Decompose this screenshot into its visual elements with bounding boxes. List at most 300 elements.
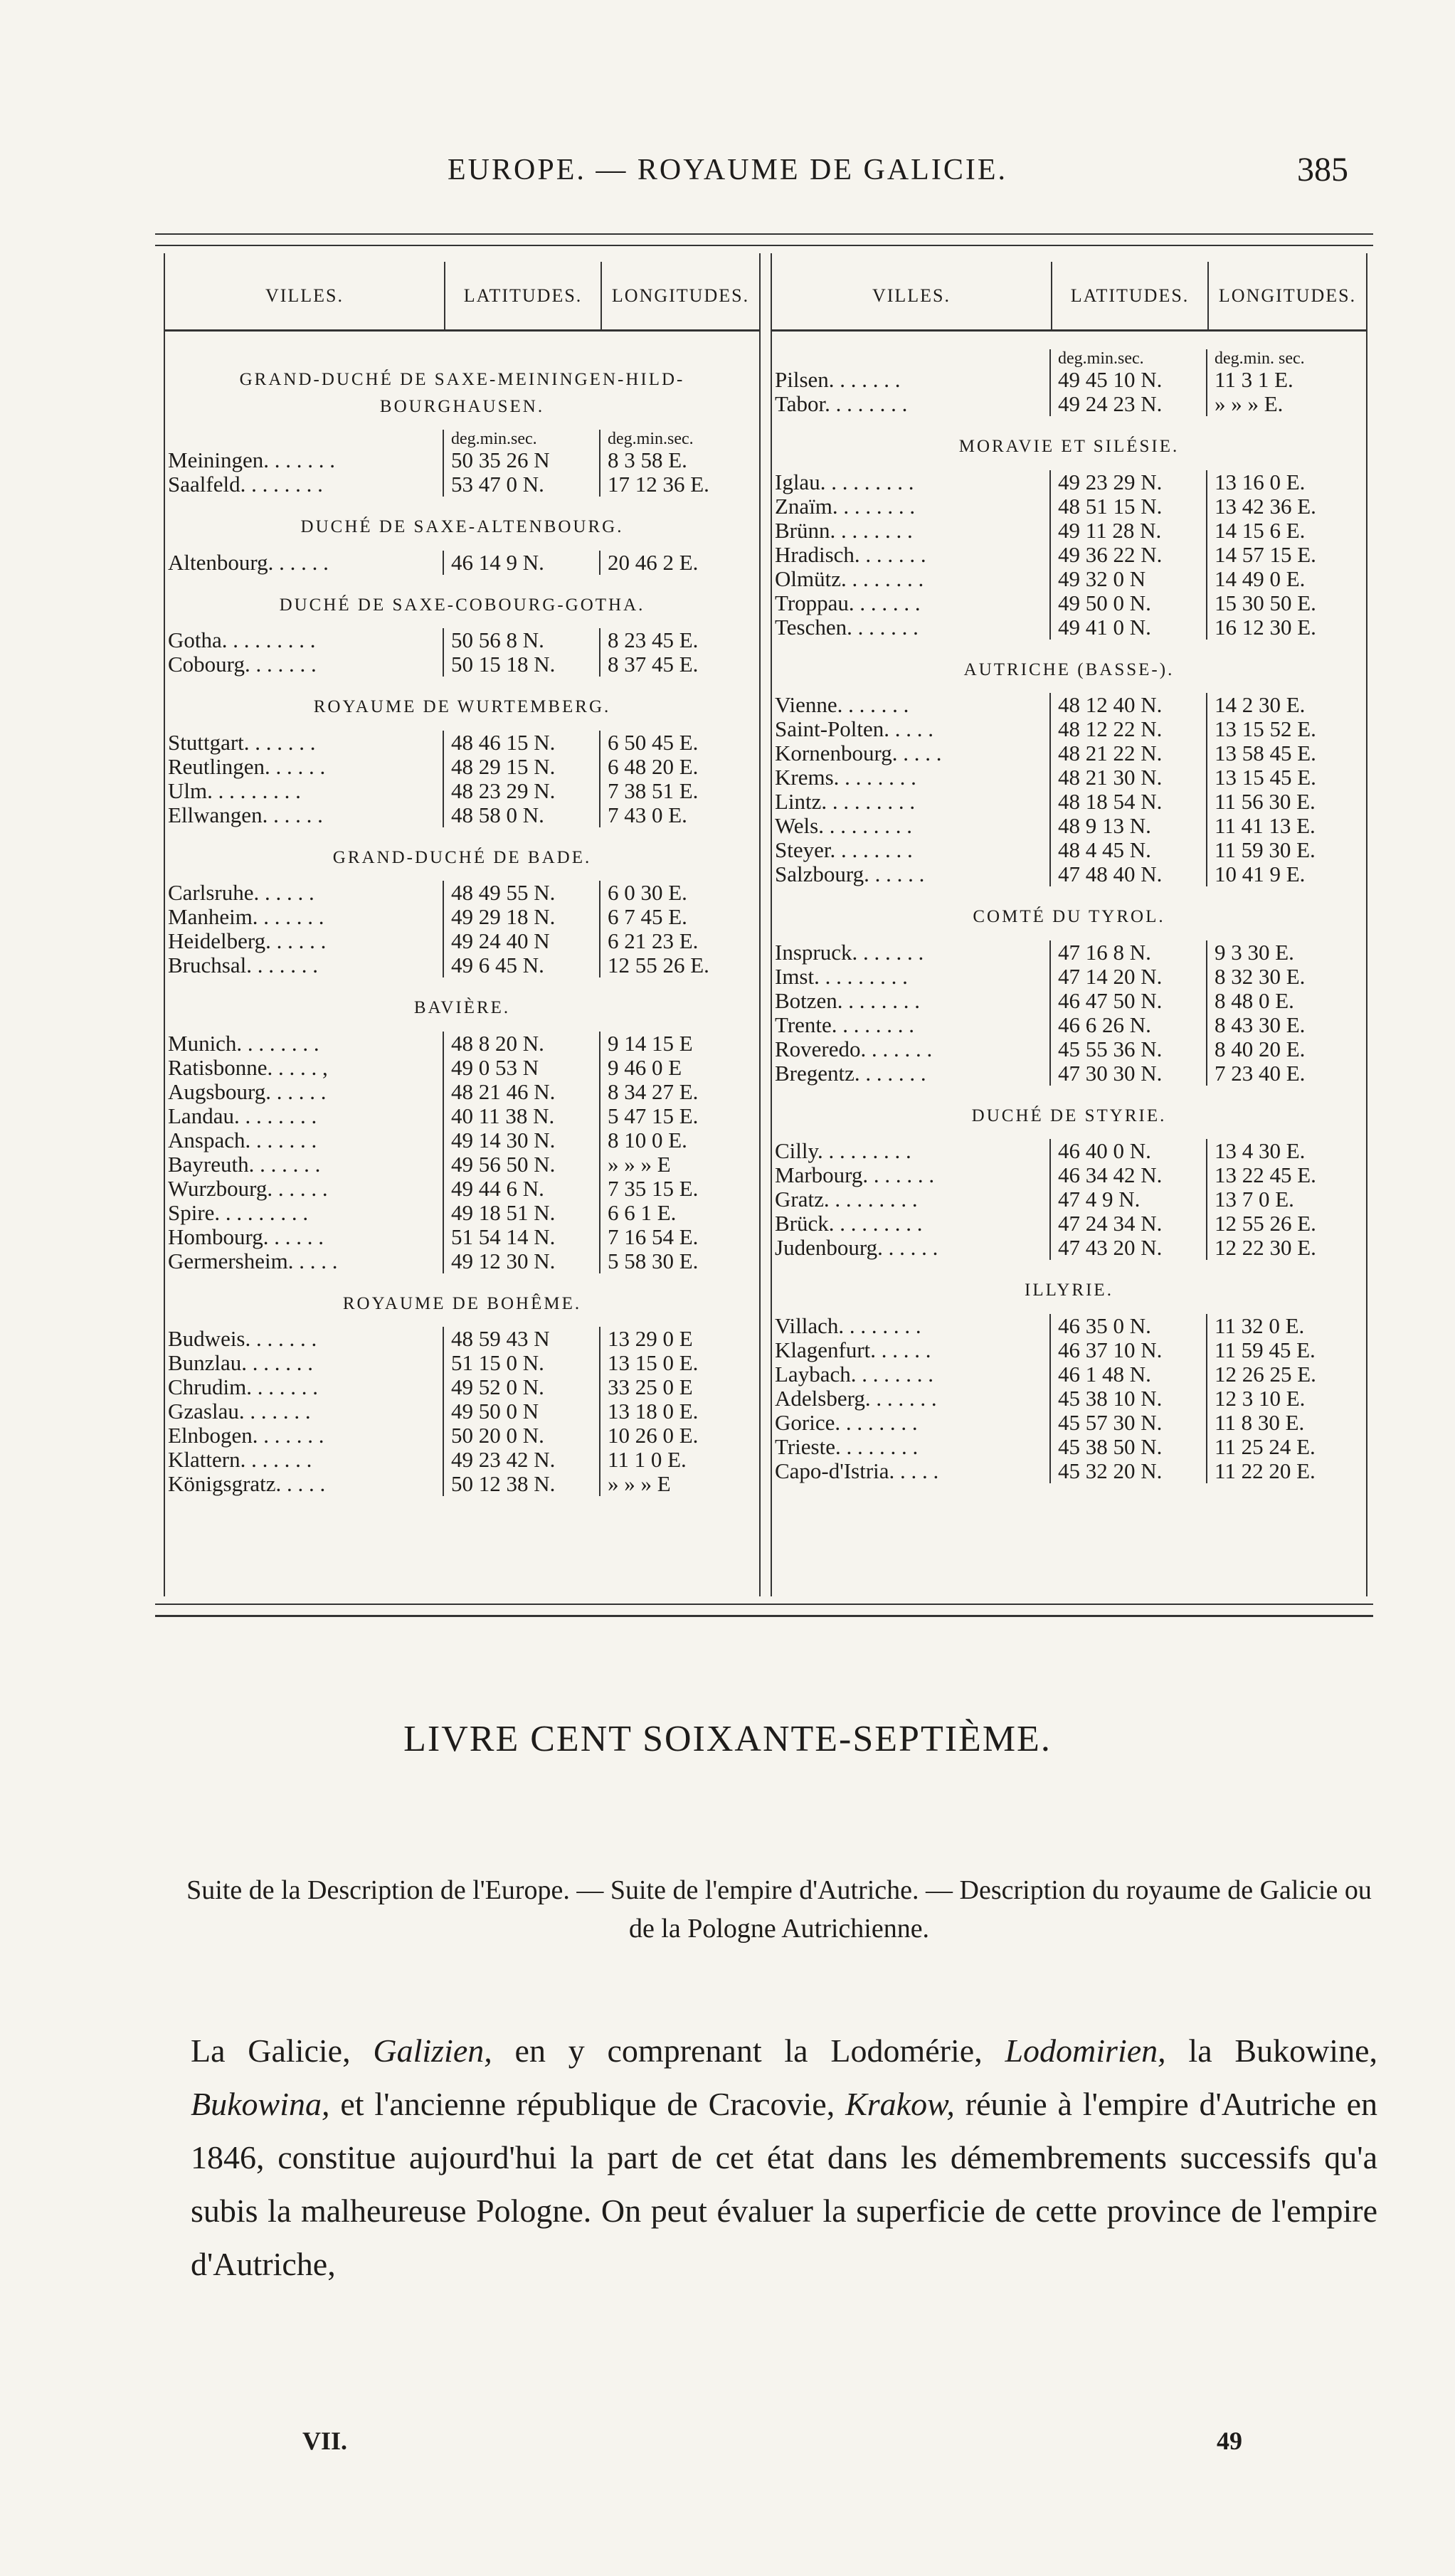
longitude-value: 6 21 23 E. xyxy=(599,929,759,953)
table-section xyxy=(772,1103,1366,1261)
longitude-value: 9 46 0 E xyxy=(599,1056,759,1080)
table-row xyxy=(165,1448,759,1472)
longitude-value: 8 34 27 E. xyxy=(599,1080,759,1104)
latitude-value: 53 47 0 N. xyxy=(443,472,599,497)
longitude-value: 5 58 30 E. xyxy=(599,1249,759,1273)
longitude-value: 12 3 10 E. xyxy=(1206,1387,1366,1411)
latitude-value: 46 34 42 N. xyxy=(1049,1163,1206,1187)
longitude-value: » » » E xyxy=(599,1152,759,1177)
city-name: Saint-Polten. . . . . xyxy=(775,717,934,741)
latitude-value: 49 23 29 N. xyxy=(1049,470,1206,494)
longitude-value: 7 38 51 E. xyxy=(599,779,759,803)
table-row xyxy=(772,519,1366,543)
city-name: Adelsberg. . . . . . . xyxy=(775,1386,937,1411)
longitude-value: 15 30 50 E. xyxy=(1206,591,1366,615)
table-row xyxy=(772,567,1366,591)
longitude-value: 11 25 24 E. xyxy=(1206,1435,1366,1459)
latitude-value: 48 46 15 N. xyxy=(443,731,599,755)
latitude-value: 47 43 20 N. xyxy=(1049,1236,1206,1260)
latitude-value: 48 8 20 N. xyxy=(443,1032,599,1056)
units-row xyxy=(772,349,1366,368)
city-name: Cilly. . . . . . . . . xyxy=(775,1139,911,1163)
city-name: Steyer. . . . . . . . xyxy=(775,838,913,862)
table-section xyxy=(772,903,1366,1086)
latitude-value: 46 40 0 N. xyxy=(1049,1139,1206,1163)
table-row xyxy=(165,1080,759,1104)
city-name: Krems. . . . . . . . xyxy=(775,765,916,790)
units-spacer xyxy=(772,349,1049,368)
city-name: Znaïm. . . . . . . . xyxy=(775,494,916,519)
latitude-value: 48 29 15 N. xyxy=(443,755,599,779)
city-name: Olmütz. . . . . . . . xyxy=(775,566,924,591)
city-name: Wels. . . . . . . . . xyxy=(775,814,912,838)
header-longitudes: LONGITUDES. xyxy=(1218,285,1357,306)
longitude-value: 12 55 26 E. xyxy=(599,953,759,977)
header-villes: VILLES. xyxy=(772,262,1052,329)
table-row xyxy=(772,965,1366,989)
table-row xyxy=(772,591,1366,615)
table-row xyxy=(772,1314,1366,1338)
latitude-value: 45 32 20 N. xyxy=(1049,1459,1206,1483)
latitude-value: 47 24 34 N. xyxy=(1049,1212,1206,1236)
longitude-value: 11 22 20 E. xyxy=(1206,1459,1366,1483)
latitude-value: 45 38 50 N. xyxy=(1049,1435,1206,1459)
column-headers-right xyxy=(772,262,1366,332)
latitude-value: 49 50 0 N. xyxy=(1049,591,1206,615)
latitude-value: 49 14 30 N. xyxy=(443,1128,599,1152)
latitude-value: 48 58 0 N. xyxy=(443,803,599,827)
latitude-value: 45 38 10 N. xyxy=(1049,1387,1206,1411)
latitude-value: 50 20 0 N. xyxy=(443,1424,599,1448)
city-name: Lintz. . . . . . . . . xyxy=(775,790,916,814)
table-row xyxy=(772,368,1366,392)
longitude-value: 13 4 30 E. xyxy=(1206,1139,1366,1163)
lon-units: deg.min. sec. xyxy=(1206,349,1366,368)
city-name: Hradisch. . . . . . . xyxy=(775,542,926,567)
paragraph-text: et l'ancienne république de Cracovie, xyxy=(329,2086,846,2122)
table-row xyxy=(772,1338,1366,1362)
latitude-value: 49 50 0 N xyxy=(443,1399,599,1424)
city-name: Vienne. . . . . . . xyxy=(775,693,909,717)
table-row xyxy=(165,803,759,827)
table-section xyxy=(165,995,759,1273)
section-title: BAVIÈRE. xyxy=(413,998,511,1017)
table-row xyxy=(165,1032,759,1056)
city-name: Inspruck. . . . . . . xyxy=(775,940,924,965)
table-row xyxy=(165,953,759,977)
city-name: Imst. . . . . . . . . xyxy=(775,964,908,989)
table-row xyxy=(165,1128,759,1152)
longitude-value: » » » E. xyxy=(1206,392,1366,416)
longitude-value: 6 7 45 E. xyxy=(599,905,759,929)
table-column-left xyxy=(164,253,761,1596)
section-title: GRAND-DUCHÉ DE BADE. xyxy=(332,847,592,867)
latitude-value: 49 24 23 N. xyxy=(1049,392,1206,416)
latitude-value: 46 37 10 N. xyxy=(1049,1338,1206,1362)
longitude-value: 12 55 26 E. xyxy=(1206,1212,1366,1236)
city-name: Augsbourg. . . . . . xyxy=(168,1079,327,1104)
longitude-value: 13 16 0 E. xyxy=(1206,470,1366,494)
table-row xyxy=(165,905,759,929)
page-number: 385 xyxy=(1297,151,1348,189)
city-name: Gzaslau. . . . . . . xyxy=(168,1399,311,1424)
city-name: Hombourg. . . . . . xyxy=(168,1224,324,1249)
section-title: MORAVIE ET SILÉSIE. xyxy=(958,437,1180,456)
table-row xyxy=(165,1201,759,1225)
latitude-value: 48 21 30 N. xyxy=(1049,765,1206,790)
book-title: LIVRE CENT SOIXANTE-SEPTIÈME. xyxy=(403,1719,1052,1759)
table-row xyxy=(165,1327,759,1351)
latitude-value: 49 36 22 N. xyxy=(1049,543,1206,567)
city-name: Budweis. . . . . . . xyxy=(168,1327,317,1351)
latitude-value: 45 57 30 N. xyxy=(1049,1411,1206,1435)
latitude-value: 50 15 18 N. xyxy=(443,652,599,677)
longitude-value: » » » E xyxy=(599,1472,759,1496)
city-name: Wurzbourg. . . . . . xyxy=(168,1176,328,1201)
latitude-value: 47 16 8 N. xyxy=(1049,940,1206,965)
table-row xyxy=(165,755,759,779)
table-row xyxy=(772,940,1366,965)
table-row xyxy=(772,1163,1366,1187)
longitude-value: 7 43 0 E. xyxy=(599,803,759,827)
table-row xyxy=(165,1056,759,1080)
latitude-value: 49 41 0 N. xyxy=(1049,615,1206,640)
header-latitudes: LATITUDES. xyxy=(1052,262,1209,329)
table-row xyxy=(165,472,759,497)
table-row xyxy=(772,1459,1366,1483)
latitude-value: 45 55 36 N. xyxy=(1049,1037,1206,1061)
latitude-value: 48 23 29 N. xyxy=(443,779,599,803)
longitude-value: 17 12 36 E. xyxy=(599,472,759,497)
column-headers-left xyxy=(165,262,759,332)
table-row xyxy=(772,615,1366,640)
latitude-value: 49 44 6 N. xyxy=(443,1177,599,1201)
latitude-value: 48 21 22 N. xyxy=(1049,741,1206,765)
latitude-value: 49 52 0 N. xyxy=(443,1375,599,1399)
longitude-value: 12 22 30 E. xyxy=(1206,1236,1366,1260)
longitude-value: 11 59 30 E. xyxy=(1206,838,1366,862)
table-section xyxy=(772,349,1366,416)
table-row xyxy=(772,1061,1366,1086)
latitude-value: 49 29 18 N. xyxy=(443,905,599,929)
latitude-value: 48 12 40 N. xyxy=(1049,693,1206,717)
city-name: Troppau. . . . . . . xyxy=(775,590,921,615)
latitude-value: 49 56 50 N. xyxy=(443,1152,599,1177)
city-name: Pilsen. . . . . . . xyxy=(775,368,901,392)
latitude-value: 48 51 15 N. xyxy=(1049,494,1206,519)
city-name: Heidelberg. . . . . . xyxy=(168,929,327,953)
longitude-value: 11 56 30 E. xyxy=(1206,790,1366,814)
table-row xyxy=(772,1411,1366,1435)
section-title: DUCHÉ DE SAXE-COBOURG-GOTHA. xyxy=(279,595,645,615)
city-name: Cobourg. . . . . . . xyxy=(168,652,317,677)
longitude-value: 11 1 0 E. xyxy=(599,1448,759,1472)
city-name: Bayreuth. . . . . . . xyxy=(168,1152,321,1177)
longitude-value: 11 8 30 E. xyxy=(1206,1411,1366,1435)
table-row xyxy=(165,1399,759,1424)
city-name: Gorice. . . . . . . . xyxy=(775,1410,918,1435)
table-section xyxy=(165,694,759,827)
city-name: Chrudim. . . . . . . xyxy=(168,1375,318,1399)
city-name: Roveredo. . . . . . . xyxy=(775,1037,933,1061)
longitude-value: 6 48 20 E. xyxy=(599,755,759,779)
paragraph-italic: Bukowina, xyxy=(191,2086,330,2122)
table-row xyxy=(772,693,1366,717)
longitude-value: 14 57 15 E. xyxy=(1206,543,1366,567)
city-name: Botzen. . . . . . . . xyxy=(775,988,921,1013)
longitude-value: 8 23 45 E. xyxy=(599,628,759,652)
latitude-value: 47 14 20 N. xyxy=(1049,965,1206,989)
city-name: Gotha. . . . . . . . . xyxy=(168,628,316,652)
latitude-value: 47 4 9 N. xyxy=(1049,1187,1206,1212)
header-latitudes: LATITUDES. xyxy=(445,262,602,329)
city-name: Bregentz. . . . . . . xyxy=(775,1061,926,1086)
table-row xyxy=(165,1375,759,1399)
section-title: ROYAUME DE WURTEMBERG. xyxy=(313,697,611,716)
longitude-value: 11 59 45 E. xyxy=(1206,1338,1366,1362)
city-name: Trieste. . . . . . . . xyxy=(775,1434,919,1459)
table-row xyxy=(165,1472,759,1496)
latitude-value: 49 18 51 N. xyxy=(443,1201,599,1225)
city-name: Manheim. . . . . . . xyxy=(168,905,324,929)
table-row xyxy=(165,448,759,472)
longitude-value: 8 3 58 E. xyxy=(599,448,759,472)
city-name: Reutlingen. . . . . . xyxy=(168,754,326,779)
coordinates-table xyxy=(155,233,1373,1617)
header-longitudes: LONGITUDES. xyxy=(611,285,750,306)
section-title: GRAND-DUCHÉ DE SAXE-MEININGEN-HILD-BOURGHAUSEN. xyxy=(239,370,685,416)
table-row xyxy=(772,1362,1366,1387)
city-name: Munich. . . . . . . . xyxy=(168,1031,319,1056)
sheet-number: 49 xyxy=(1217,2427,1242,2455)
latitude-value: 49 45 10 N. xyxy=(1049,368,1206,392)
city-name: Carlsruhe. . . . . . xyxy=(168,881,314,905)
city-name: Brünn. . . . . . . . xyxy=(775,518,913,543)
latitude-value: 48 9 13 N. xyxy=(1049,814,1206,838)
latitude-value: 48 49 55 N. xyxy=(443,881,599,905)
city-name: Judenbourg. . . . . . xyxy=(775,1236,938,1260)
longitude-value: 8 43 30 E. xyxy=(1206,1013,1366,1037)
longitude-value: 12 26 25 E. xyxy=(1206,1362,1366,1387)
latitude-value: 51 15 0 N. xyxy=(443,1351,599,1375)
table-rule-top xyxy=(155,245,1373,246)
chapter-summary: Suite de la Description de l'Europe. — Suite de l'empire d'Autriche. — Description du royaume de Galicie ou de la Pologne Autrichienne. xyxy=(186,1875,1372,1944)
longitude-value: 7 16 54 E. xyxy=(599,1225,759,1249)
table-row xyxy=(772,1387,1366,1411)
longitude-value: 9 14 15 E xyxy=(599,1032,759,1056)
latitude-value: 47 30 30 N. xyxy=(1049,1061,1206,1086)
latitude-value: 46 47 50 N. xyxy=(1049,989,1206,1013)
city-name: Spire. . . . . . . . . xyxy=(168,1200,309,1225)
table-row xyxy=(772,1013,1366,1037)
city-name: Altenbourg. . . . . . xyxy=(168,550,329,575)
latitude-value: 48 12 22 N. xyxy=(1049,717,1206,741)
latitude-value: 49 23 42 N. xyxy=(443,1448,599,1472)
latitude-value: 50 56 8 N. xyxy=(443,628,599,652)
table-row xyxy=(772,814,1366,838)
table-section xyxy=(165,592,759,677)
table-row xyxy=(165,1177,759,1201)
table-row xyxy=(772,543,1366,567)
latitude-value: 49 11 28 N. xyxy=(1049,519,1206,543)
table-section xyxy=(165,514,759,575)
table-row xyxy=(772,1236,1366,1260)
longitude-value: 7 35 15 E. xyxy=(599,1177,759,1201)
table-row xyxy=(772,838,1366,862)
latitude-value: 46 6 26 N. xyxy=(1049,1013,1206,1037)
table-section xyxy=(772,433,1366,640)
table-row xyxy=(165,628,759,652)
longitude-value: 13 15 52 E. xyxy=(1206,717,1366,741)
latitude-value: 46 35 0 N. xyxy=(1049,1314,1206,1338)
longitude-value: 6 0 30 E. xyxy=(599,881,759,905)
table-body-right xyxy=(772,349,1366,1596)
signature-mark: VII. xyxy=(302,2427,348,2455)
paragraph-italic: Lodomirien, xyxy=(1005,2032,1166,2069)
table-row xyxy=(165,652,759,677)
table-row xyxy=(165,1424,759,1448)
city-name: Gratz. . . . . . . . . xyxy=(775,1187,918,1212)
city-name: Ulm. . . . . . . . . xyxy=(168,778,301,803)
lat-units: deg.min.sec. xyxy=(443,430,599,448)
table-row xyxy=(772,741,1366,765)
longitude-value: 8 32 30 E. xyxy=(1206,965,1366,989)
latitude-value: 48 18 54 N. xyxy=(1049,790,1206,814)
running-title: EUROPE. — ROYAUME DE GALICIE. xyxy=(448,154,1007,186)
latitude-value: 47 48 40 N. xyxy=(1049,862,1206,886)
table-row xyxy=(165,929,759,953)
city-name: Bunzlau. . . . . . . xyxy=(168,1351,314,1375)
city-name: Klattern. . . . . . . xyxy=(168,1448,312,1472)
longitude-value: 8 48 0 E. xyxy=(1206,989,1366,1013)
table-section xyxy=(165,366,759,497)
city-name: Elnbogen. . . . . . . xyxy=(168,1424,324,1448)
lon-units: deg.min.sec. xyxy=(599,430,759,448)
city-name: Ellwangen. . . . . . xyxy=(168,802,323,827)
longitude-value: 13 29 0 E xyxy=(599,1327,759,1351)
longitude-value: 14 49 0 E. xyxy=(1206,567,1366,591)
paragraph-text: réunie à l'empire d'Autriche en 1846, constitue aujourd'hui la part de cet état dans les démembrements successifs qu'a subis la malheureuse Pologne. On peut évaluer la superficie de cette province de l'empire d'Autriche, xyxy=(191,2086,1377,2282)
longitude-value: 13 15 0 E. xyxy=(599,1351,759,1375)
section-title: AUTRICHE (BASSE-). xyxy=(963,659,1175,679)
table-row xyxy=(772,1187,1366,1212)
paragraph-italic: Galizien, xyxy=(373,2032,492,2069)
longitude-value: 9 3 30 E. xyxy=(1206,940,1366,965)
latitude-value: 49 24 40 N xyxy=(443,929,599,953)
latitude-value: 49 0 53 N xyxy=(443,1056,599,1080)
section-title: DUCHÉ DE STYRIE. xyxy=(971,1106,1167,1125)
table-row xyxy=(772,1139,1366,1163)
longitude-value: 8 10 0 E. xyxy=(599,1128,759,1152)
latitude-value: 50 35 26 N xyxy=(443,448,599,472)
table-column-right xyxy=(771,253,1367,1596)
city-name: Saalfeld. . . . . . . . xyxy=(168,472,323,497)
table-row xyxy=(772,862,1366,886)
table-row xyxy=(165,779,759,803)
city-name: Stuttgart. . . . . . . xyxy=(168,730,316,755)
paragraph-text: La Galicie, xyxy=(191,2032,374,2069)
longitude-value: 33 25 0 E xyxy=(599,1375,759,1399)
city-name: Teschen. . . . . . . xyxy=(775,615,919,640)
page-footer xyxy=(0,2426,1455,2461)
paragraph-text: en y comprenant la Lodomérie, xyxy=(492,2032,1005,2069)
longitude-value: 13 18 0 E. xyxy=(599,1399,759,1424)
latitude-value: 49 12 30 N. xyxy=(443,1249,599,1273)
latitude-value: 46 14 9 N. xyxy=(443,551,599,575)
paragraph-text: la Bukowine, xyxy=(1165,2032,1377,2069)
city-name: Villach. . . . . . . . xyxy=(775,1313,921,1338)
table-row xyxy=(165,1249,759,1273)
table-section xyxy=(165,1290,759,1497)
body-paragraph xyxy=(191,2024,1377,2291)
table-row xyxy=(772,392,1366,416)
longitude-value: 7 23 40 E. xyxy=(1206,1061,1366,1086)
table-row xyxy=(772,989,1366,1013)
longitude-value: 16 12 30 E. xyxy=(1206,615,1366,640)
table-row xyxy=(165,1225,759,1249)
table-rule-bottom xyxy=(155,1604,1373,1605)
city-name: Tabor. . . . . . . . xyxy=(775,392,908,416)
city-name: Salzbourg. . . . . . xyxy=(775,862,925,886)
longitude-value: 8 37 45 E. xyxy=(599,652,759,677)
table-row xyxy=(772,717,1366,741)
table-row xyxy=(772,1435,1366,1459)
city-name: Meiningen. . . . . . . xyxy=(168,448,336,472)
city-name: Anspach. . . . . . . xyxy=(168,1128,317,1152)
city-name: Laybach. . . . . . . . xyxy=(775,1362,933,1387)
longitude-value: 13 42 36 E. xyxy=(1206,494,1366,519)
table-row xyxy=(165,881,759,905)
city-name: Landau. . . . . . . . xyxy=(168,1103,317,1128)
table-row xyxy=(772,470,1366,494)
city-name: Brück. . . . . . . . . xyxy=(775,1212,923,1236)
longitude-value: 11 32 0 E. xyxy=(1206,1314,1366,1338)
section-title: ROYAUME DE BOHÊME. xyxy=(342,1293,582,1313)
longitude-value: 14 15 6 E. xyxy=(1206,519,1366,543)
table-row xyxy=(165,731,759,755)
latitude-value: 48 4 45 N. xyxy=(1049,838,1206,862)
lat-units: deg.min.sec. xyxy=(1049,349,1206,368)
paragraph-italic: Krakow, xyxy=(845,2086,955,2122)
table-body-left xyxy=(165,349,759,1596)
city-name: Iglau. . . . . . . . . xyxy=(775,470,914,494)
table-row xyxy=(772,790,1366,814)
latitude-value: 50 12 38 N. xyxy=(443,1472,599,1496)
table-row xyxy=(772,765,1366,790)
city-name: Klagenfurt. . . . . . xyxy=(775,1337,931,1362)
longitude-value: 20 46 2 E. xyxy=(599,551,759,575)
section-title: DUCHÉ DE SAXE-ALTENBOURG. xyxy=(300,517,624,536)
longitude-value: 11 41 13 E. xyxy=(1206,814,1366,838)
latitude-value: 49 6 45 N. xyxy=(443,953,599,977)
table-row xyxy=(165,1104,759,1128)
table-row xyxy=(165,551,759,575)
city-name: Ratisbonne. . . . . , xyxy=(168,1055,328,1080)
table-section xyxy=(772,1277,1366,1483)
running-head xyxy=(0,153,1455,196)
table-row xyxy=(772,494,1366,519)
city-name: Trente. . . . . . . . xyxy=(775,1012,915,1037)
longitude-value: 13 15 45 E. xyxy=(1206,765,1366,790)
header-villes: VILLES. xyxy=(165,262,445,329)
city-name: Capo-d'Istria. . . . . xyxy=(775,1458,939,1483)
section-title: COMTÉ DU TYROL. xyxy=(973,907,1165,926)
table-section xyxy=(772,657,1366,887)
table-row xyxy=(165,1152,759,1177)
table-row xyxy=(165,1351,759,1375)
table-section xyxy=(165,844,759,978)
longitude-value: 6 50 45 E. xyxy=(599,731,759,755)
